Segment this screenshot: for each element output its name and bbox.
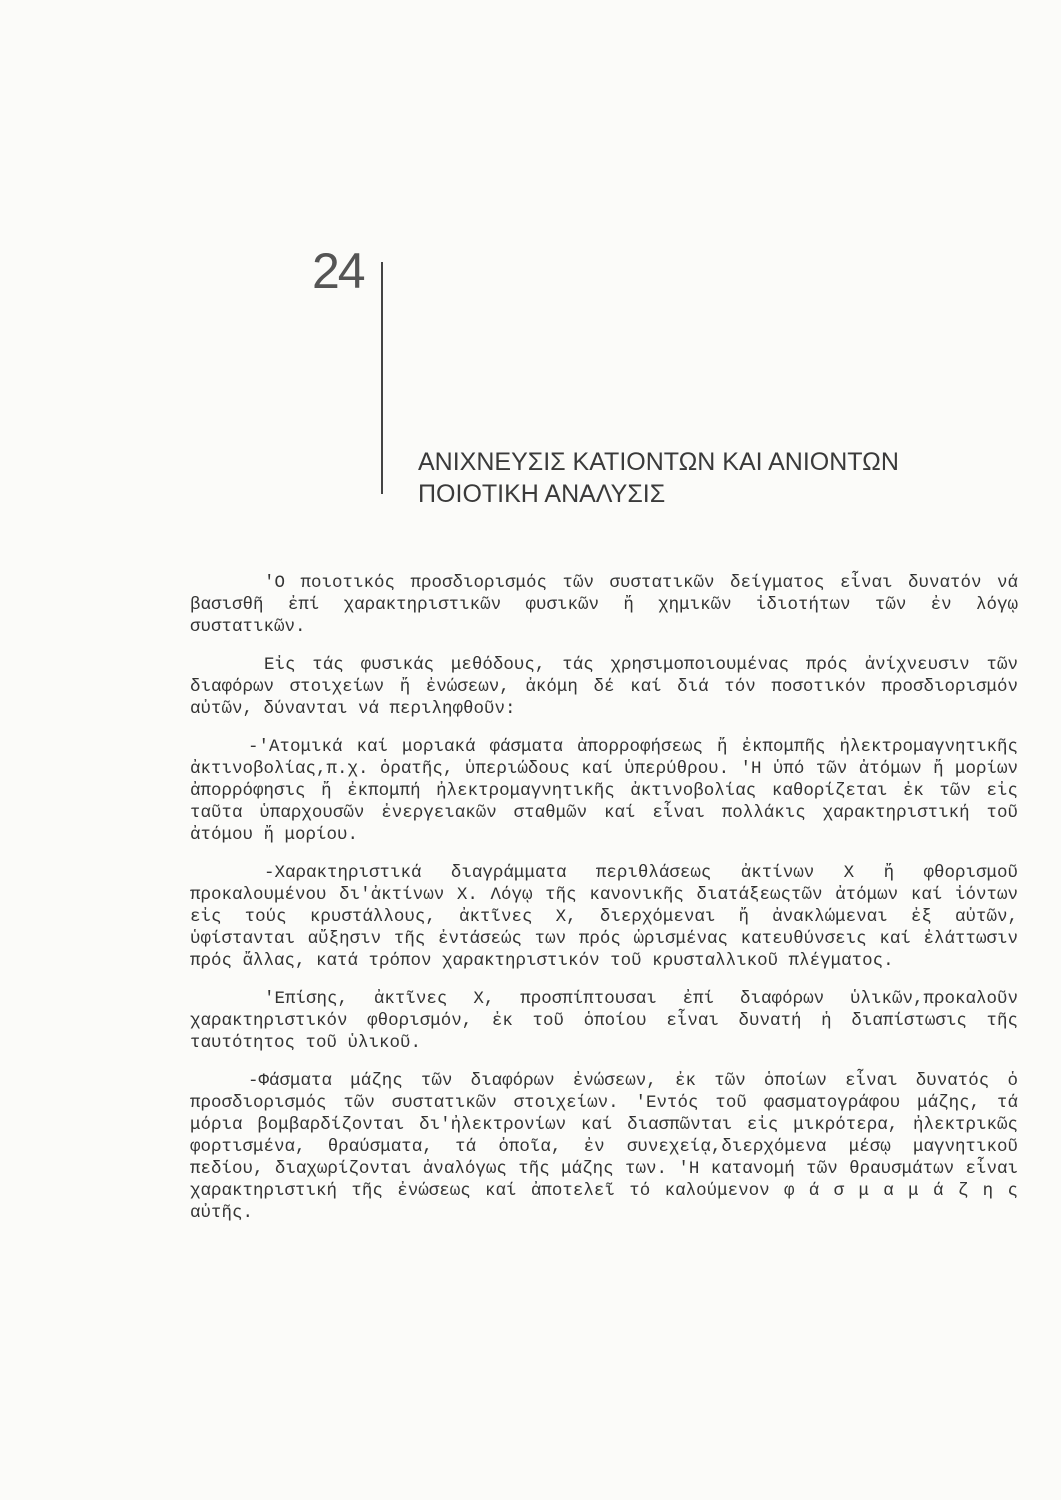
chapter-title	[418, 446, 899, 510]
paragraph-mass-spectra: -Φάσματα μάζης τῶν διαφόρων ἐνώσεων, ἐκ τῶν ὁποίων εἶναι δυνατός ὁ προσδιορισμός τῶν συστατικῶν στοιχείων. 'Εντός τοῦ φασματογράφου μάζης, τά μόρια βομβαρδίζονται δι'ἠλεκτρονίων καί διασπῶνται εἰς μικρότερα, ἠλεκτρικῶς φορτισμένα, θραύσματα, τά ὁποῖα, ἐν συνεχείᾳ,διερχόμενα μέσῳ μαγνητικοῦ πεδίου, διαχωρίζονται ἀναλόγως τῆς μάζης των. 'Η κατανομή τῶν θραυσμάτων εἶναι χαρακτηριστική τῆς ἐνώσεως καί ἀποτελεῖ τό καλούμενον φ ά σ μ α μ ά ζ η ς αὐτῆς.	[190, 1071, 1018, 1223]
paragraph-physical-methods: Εἰς τάς φυσικάς μεθόδους, τάς χρησιμοποιουμένας πρός ἀνίχνευσιν τῶν διαφόρων στοιχείων ἤ ἐνώσεων, ἀκόμη δέ καί διά τόν ποσοτικόν προσδιορισμόν αὐτῶν, δύνανται νά περιληφθοῦν:	[190, 655, 1018, 719]
paragraph-atomic-spectra: -'Ατομικά καί μοριακά φάσματα ἀπορροφήσεως ἤ ἐκπομπῆς ἠλεκτρομαγνητικῆς ἀκτινοβολίας,π.χ. ὁρατῆς, ὑπεριώδους καί ὑπερύθρου. 'Η ὑπό τῶν ἀτόμων ἤ μορίων ἀπορρόφησις ἤ ἐκπομπή ἠλεκτρομαγνητικῆς ἀκτινοβολίας καθορίζεται ἐκ τῶν εἰς ταῦτα ὑπαρχουσῶν ἐνεργειακῶν σταθμῶν καί εἶναι πολλάκις χαρακτηριστική τοῦ ἀτόμου ἤ μορίου.	[190, 737, 1018, 845]
paragraph-intro: 'Ο ποιοτικός προσδιορισμός τῶν συστατικῶν δείγματος εἶναι δυνατόν νά βασισθῆ ἐπί χαρακτηριστικῶν φυσικῶν ἤ χημικῶν ἰδιοτήτων τῶν ἐν λόγῳ συστατικῶν.	[190, 573, 1018, 637]
body-text	[190, 572, 1018, 1240]
chapter-title-line-1: ΑΝΙΧΝΕΥΣΙΣ ΚΑΤΙΟΝΤΩΝ ΚΑΙ ΑΝΙΟΝΤΩΝ	[418, 448, 899, 476]
paragraph-xray-fluorescence: 'Επίσης, ἀκτῖνες Χ, προσπίπτουσαι ἐπί διαφόρων ὑλικῶν,προκαλοῦν χαρακτηριστικόν φθορισμόν, ἐκ τοῦ ὁποίου εἶναι δυνατή ἡ διαπίστωσις τῆς ταυτότητος τοῦ ὑλικοῦ.	[190, 989, 1018, 1053]
chapter-divider-rule	[381, 262, 383, 494]
paragraph-xray-diffraction: -Χαρακτηριστικά διαγράμματα περιθλάσεως ἀκτίνων Χ ἤ φθορισμοῦ προκαλουμένου δι'ἀκτίνων Χ. Λόγῳ τῆς κανονικῆς διατάξεωςτῶν ἀτόμων καί ἰόντων εἰς τούς κρυστάλλους, ἀκτῖνες Χ, διερχόμεναι ἤ ἀνακλώμεναι ἐξ αὐτῶν, ὑφίστανται αὔξησιν τῆς ἐντάσεώς των πρός ὡρισμένας κατευθύνσεις καί ἐλάττωσιν πρός ἄλλας, κατά τρόπον χαρακτηριστικόν τοῦ κρυσταλλικοῦ πλέγματος.	[190, 863, 1018, 971]
chapter-number: 24	[312, 243, 364, 299]
chapter-title-line-2: ΠΟΙΟΤΙΚΗ ΑΝΑΛΥΣΙΣ	[418, 480, 666, 508]
